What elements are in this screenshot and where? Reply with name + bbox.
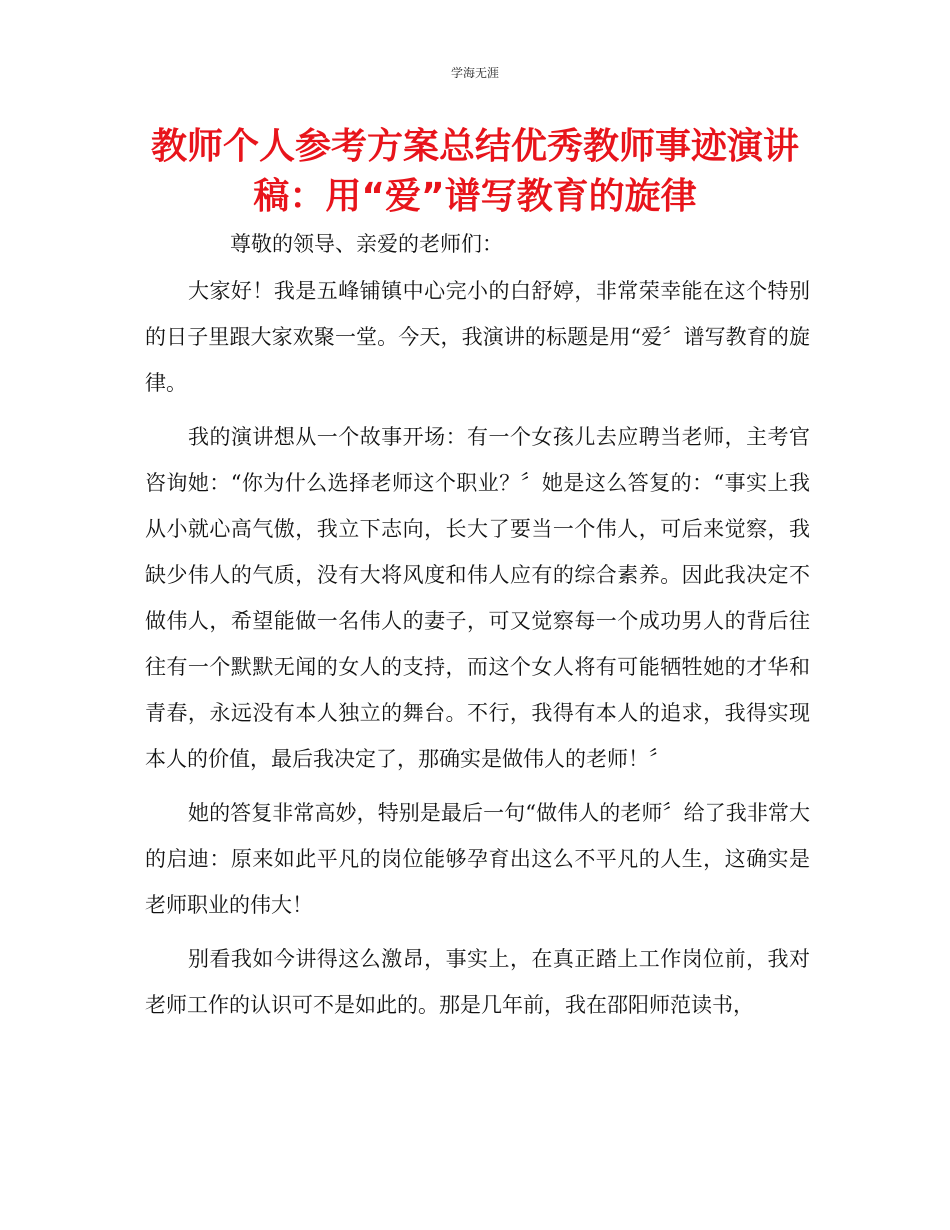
paragraph: 她的答复非常高妙，特别是最后一句“做伟人的老师〞给了我非常大的启迪：原来如此平凡的岗位能够孕育出这么不平凡的人生，这确实是老师职业的伟大！ <box>145 801 810 917</box>
document-title <box>120 122 830 222</box>
title-line-2: 稿：用“爱”谱写教育的旋律 <box>253 176 697 217</box>
paragraph: 别看我如今讲得这么激昂，事实上，在真正踏上工作岗位前，我对老师工作的认识可不是如此的。那是几年前，我在邵阳师范读书， <box>145 947 810 1017</box>
title-line-1: 教师个人参考方案总结优秀教师事迹演讲 <box>150 126 799 167</box>
page-header: 学海无涯 <box>450 66 499 80</box>
salutation: 尊敬的领导、亲爱的老师们： <box>230 232 503 256</box>
paragraph: 大家好！我是五峰铺镇中心完小的白舒婷，非常荣幸能在这个特别的日子里跟大家欢聚一堂。今天，我演讲的标题是用“爱〞谱写教育的旋律。 <box>145 279 810 395</box>
paragraph: 我的演讲想从一个故事开场：有一个女孩儿去应聘当老师，主考官咨询她：“你为什么选择老师这个职业？〞她是这么答复的：“事实上我从小就心高气傲，我立下志向，长大了要当一个伟人，可后来觉察，我缺少伟人的气质，没有大将风度和伟人应有的综合素养。因此我决定不做伟人，希望能做一名伟人的妻子，可又觉察每一个成功男人的背后往往有一个默默无闻的女人的支持，而这个女人将有可能牺牲她的才华和青春，永远没有本人独立的舞台。不行，我得有本人的追求，我得实现本人的价值，最后我决定了，那确实是做伟人的老师！〞 <box>145 425 810 771</box>
document-body <box>145 224 810 1036</box>
